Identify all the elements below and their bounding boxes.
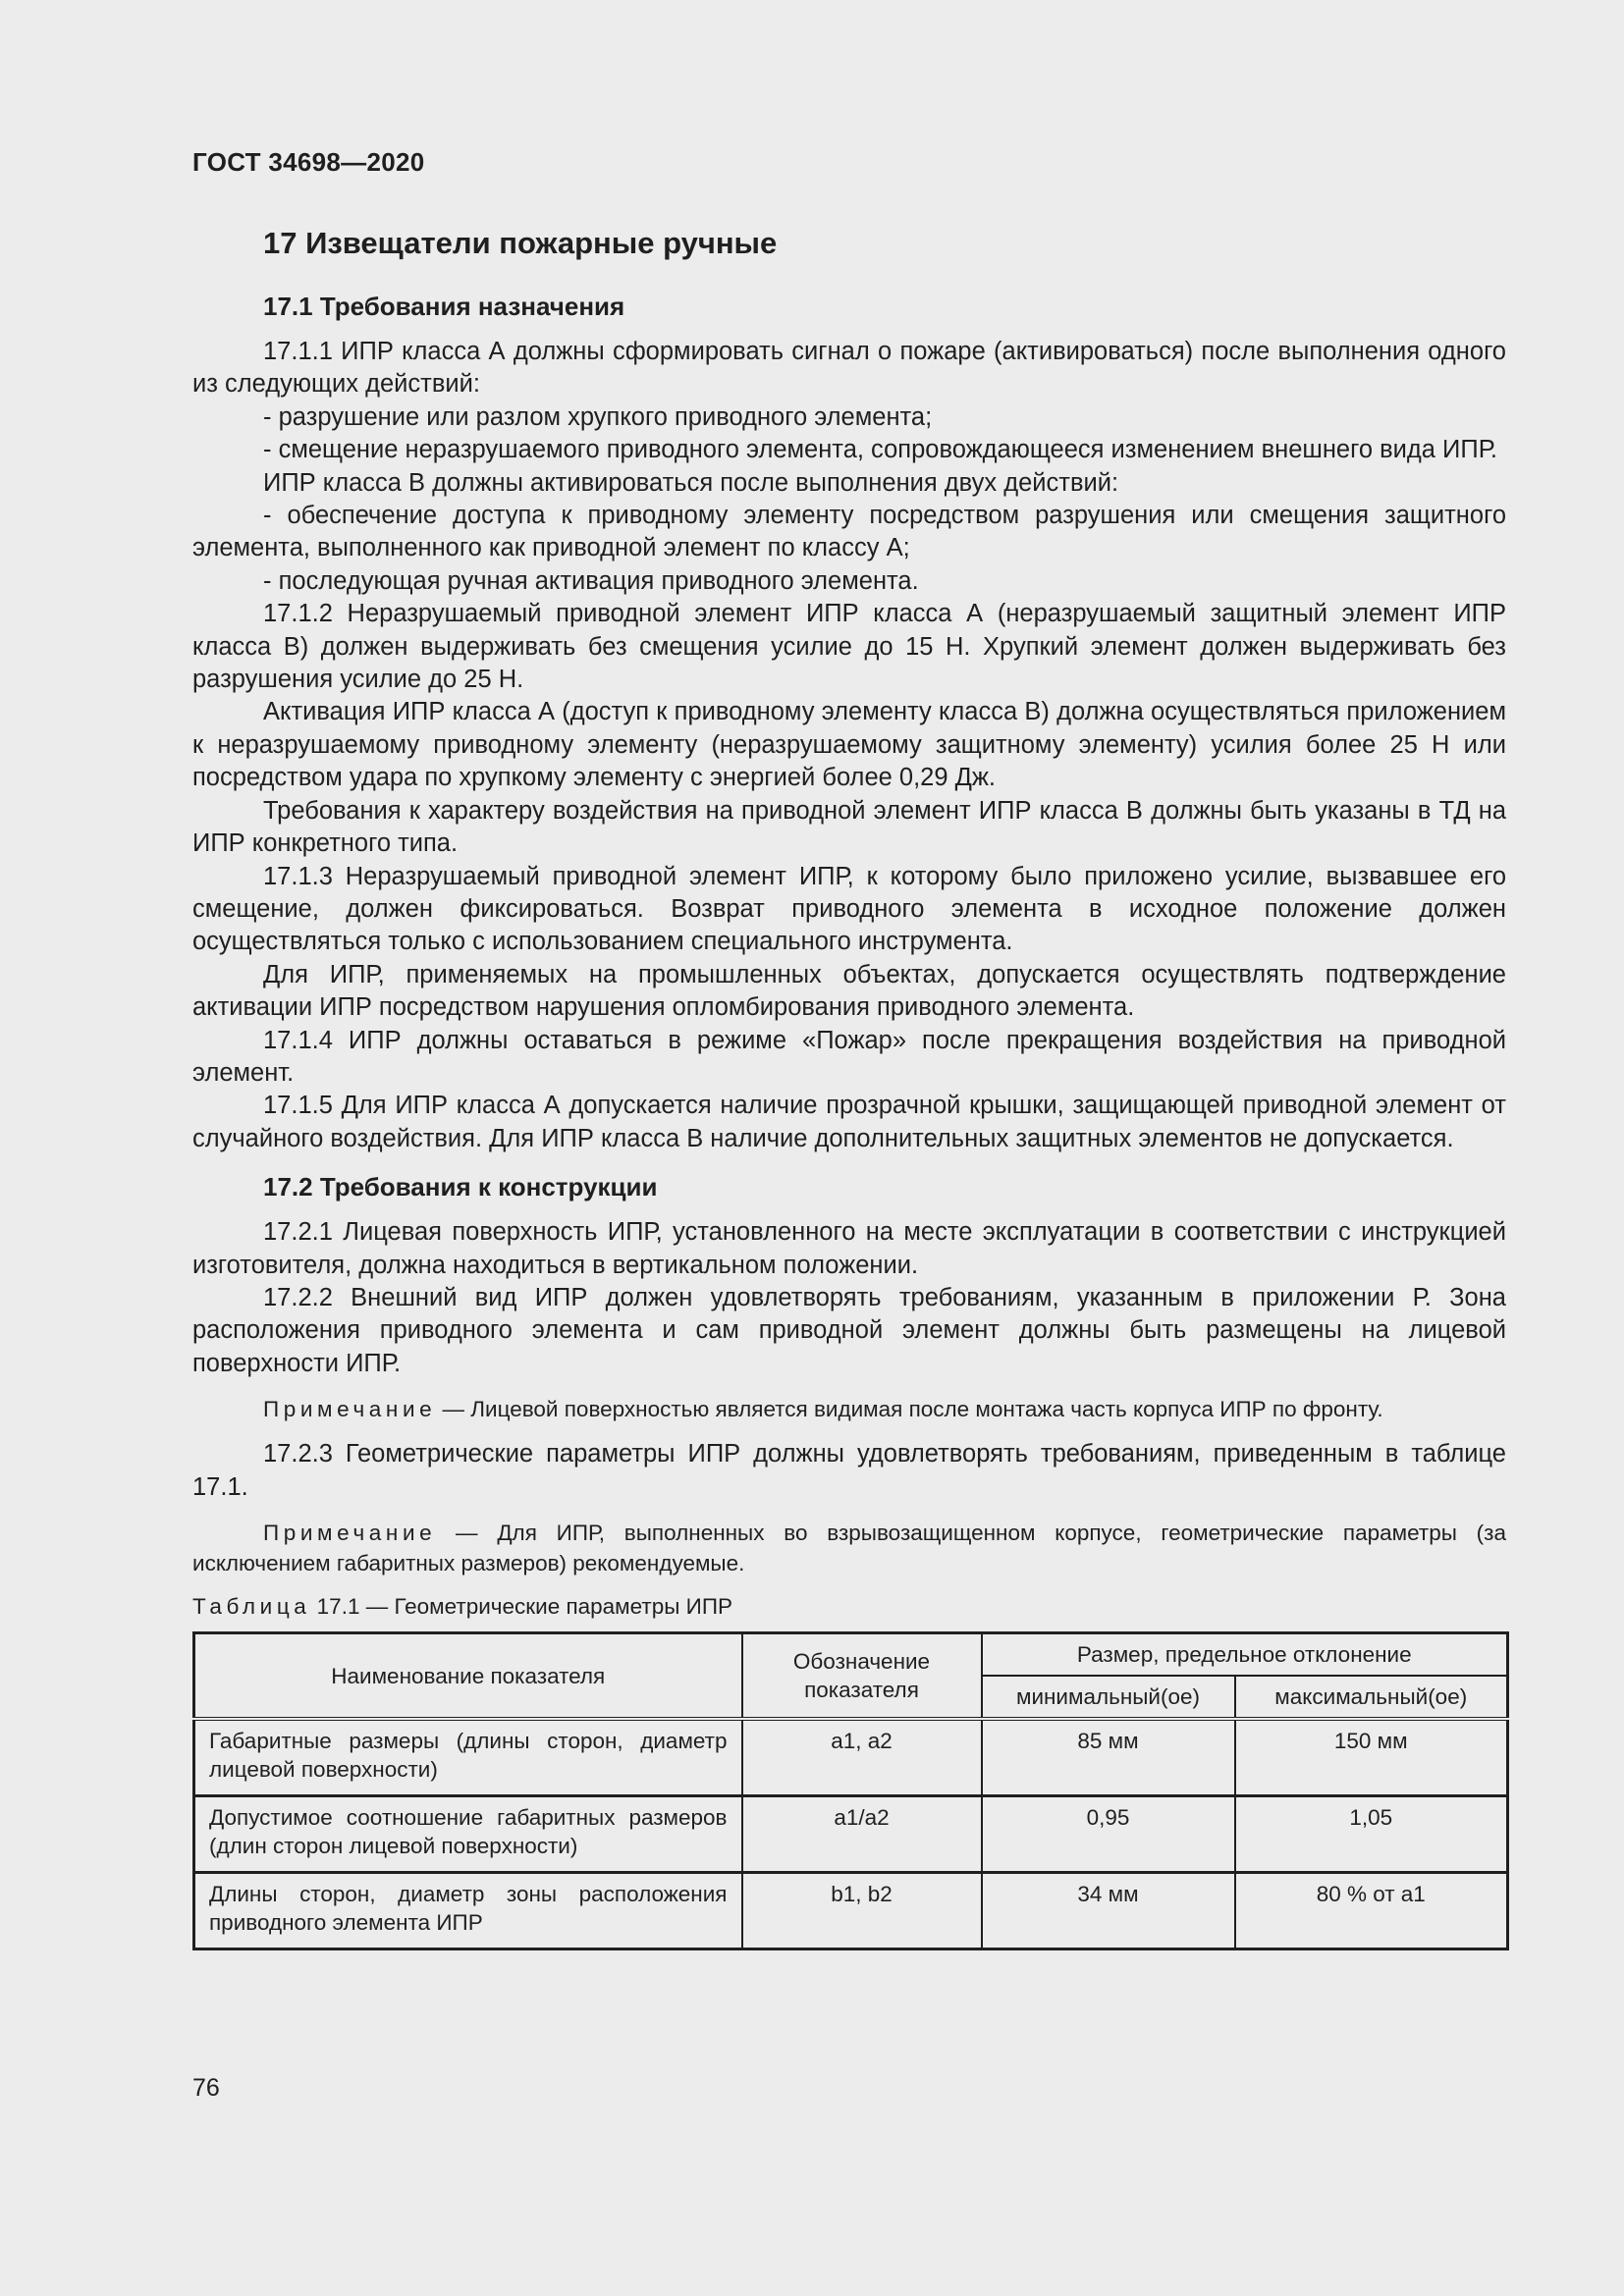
list-item: - смещение неразрушаемого приводного элемента, сопровождающееся изменением внешнего вида ИПР. [263,436,1497,464]
paragraph: 17.2.2 Внешний вид ИПР должен удовлетворять требованиям, указанным в приложении Р. Зона расположения приводного элемента и сам приводной элемент должны быть размещены на лицевой поверхности ИПР. [192,1283,1506,1377]
list-item: - разрушение или разлом хрупкого приводного элемента; [263,402,933,431]
parameters-table [192,1631,1509,1950]
header-name: Наименование показателя [194,1633,742,1720]
paragraph: Для ИПР, применяемых на промышленных объектах, допускается осуществлять подтверждение активации ИПР посредством нарушения опломбирования приводного элемента. [192,960,1506,1022]
subsection-title-17-1: 17.1 Требования назначения [263,292,625,321]
paragraph: ИПР класса В должны активироваться после выполнения двух действий: [263,468,1119,497]
paragraph: 17.1.1 ИПР класса А должны сформировать сигнал о пожаре (активироваться) после выполнения одного из следующих действий: [192,338,1506,399]
note-label: Примечание [263,1397,437,1422]
section-title: 17 Извещатели пожарные ручные [263,226,778,260]
paragraph: 17.2.1 Лицевая поверхность ИПР, установленного на месте эксплуатации в соответствии с инструкцией изготовителя, должна находиться в вертикальном положении. [192,1218,1506,1279]
table-caption-label: Таблица [192,1594,311,1619]
cell-designation: a1/a2 [742,1795,982,1872]
cell-name: Длины сторон, диаметр зоны расположения приводного элемента ИПР [194,1872,742,1949]
header-designation: Обозначение показателя [742,1633,982,1720]
cell-min: 85 мм [982,1719,1235,1795]
paragraph: 17.1.3 Неразрушаемый приводной элемент ИПР, к которому было приложено усилие, вызвавшее его смещение, должен фиксироваться. Возврат приводного элемента в исходное положение должен осуществляться только с использованием специального инструмента. [192,862,1506,956]
paragraph: 17.1.4 ИПР должны оставаться в режиме «Пожар» после прекращения воздействия на приводной элемент. [192,1026,1506,1087]
cell-max: 1,05 [1235,1795,1508,1872]
cell-max: 80 % от a1 [1235,1872,1508,1949]
table-caption [192,1592,1506,1622]
header-size-group: Размер, предельное отклонение [982,1633,1508,1677]
note [192,1394,1506,1424]
table-row [194,1872,1508,1949]
cell-min: 34 мм [982,1872,1235,1949]
page-content [192,224,1506,1950]
cell-designation: a1, a2 [742,1719,982,1795]
table-caption-text: 17.1 — Геометрические параметры ИПР [310,1594,733,1619]
cell-name: Габаритные размеры (длины сторон, диаметр лицевой поверхности) [194,1719,742,1795]
paragraph: 17.2.3 Геометрические параметры ИПР должны удовлетворять требованиям, приведенным в таблице 17.1. [192,1440,1506,1501]
note-text: — Для ИПР, выполненных во взрывозащищенном корпусе, геометрические параметры (за исключением габаритных размеров) рекомендуемые. [192,1521,1506,1575]
paragraph: 17.1.5 Для ИПР класса А допускается наличие прозрачной крышки, защищающей приводной элемент от случайного воздействия. Для ИПР класса В наличие дополнительных защитных элементов не допускается. [192,1092,1506,1152]
paragraph: Активация ИПР класса А (доступ к приводному элементу класса В) должна осуществляться приложением к неразрушаемому приводному элементу (неразрушаемому защитному элементу) усилия более 25 Н или посредством удара по хрупкому элементу с энергией более 0,29 Дж. [192,698,1506,792]
cell-name: Допустимое соотношение габаритных размеров (длин сторон лицевой поверхности) [194,1795,742,1872]
cell-max: 150 мм [1235,1719,1508,1795]
header-min: минимальный(ое) [982,1676,1235,1719]
list-item: - последующая ручная активация приводного элемента. [263,566,919,595]
header-max: максимальный(ое) [1235,1676,1508,1719]
table-row [194,1795,1508,1872]
cell-min: 0,95 [982,1795,1235,1872]
document-code-header: ГОСТ 34698—2020 [192,147,425,177]
note-label: Примечание [263,1521,437,1545]
paragraph: Требования к характеру воздействия на приводной элемент ИПР класса В должны быть указаны в ТД на ИПР конкретного типа. [192,796,1506,858]
cell-designation: b1, b2 [742,1872,982,1949]
note [192,1518,1506,1578]
paragraph: 17.1.2 Неразрушаемый приводной элемент ИПР класса А (неразрушаемый защитный элемент ИПР класса В) должен выдерживать без смещения усилие до 15 Н. Хрупкий элемент должен выдерживать без разрушения усилие до 25 Н. [192,600,1506,694]
page-number: 76 [192,2074,220,2102]
subsection-title-17-2: 17.2 Требования к конструкции [263,1172,658,1202]
note-text: — Лицевой поверхностью является видимая после монтажа часть корпуса ИПР по фронту. [436,1397,1383,1422]
table-row [194,1719,1508,1795]
list-item: - обеспечение доступа к приводному элементу посредством разрушения или смещения защитного элемента, выполненного как приводной элемент по классу А; [192,502,1506,562]
